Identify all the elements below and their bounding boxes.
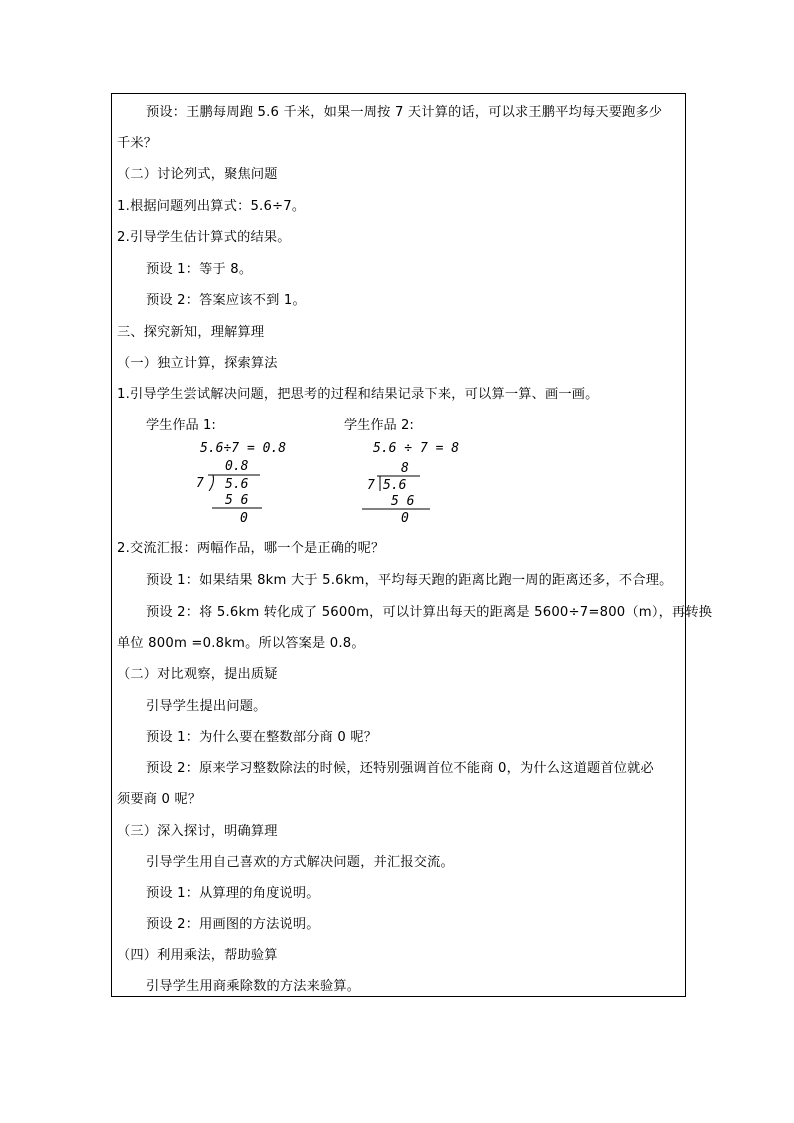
preset-text-continued: 须要商 0 呢？	[117, 792, 202, 807]
preset-text: 预设 1：如果结果 8km 大于 5.6km，平均每天跑的距离比跑一周的距离还多，不合理。	[146, 573, 673, 588]
student-work-1-remainder: 0	[240, 511, 248, 526]
student-work-1-divisor: 7	[196, 476, 204, 491]
section-heading: （二）对比观察，提出质疑	[117, 667, 278, 682]
section-heading: （四）利用乘法，帮助验算	[117, 948, 278, 963]
preset-text: 预设 2：用画图的方法说明。	[146, 917, 320, 932]
student-work-2-label: 学生作品 2:	[344, 418, 414, 433]
body-text: 引导学生用自己喜欢的方式解决问题，并汇报交流。	[146, 855, 454, 870]
preset-text-continued: 单位 800m =0.8km。所以答案是 0.8。	[117, 636, 365, 651]
student-work-1-label: 学生作品 1:	[146, 418, 216, 433]
preset-text: 预设 1：从算理的角度说明。	[146, 886, 320, 901]
section-heading: （三）深入探讨，明确算理	[117, 824, 278, 839]
preset-text: 预设 2：答案应该不到 1。	[146, 293, 306, 308]
student-work-2-remainder: 0	[401, 511, 409, 526]
student-work-1-quotient: 0.8	[225, 459, 249, 474]
student-work-2-equation: 5.6 ÷ 7 = 8	[373, 441, 460, 456]
student-work-1-dividend: 5.6	[225, 477, 249, 492]
step-text: 2.引导学生估计算式的结果。	[117, 230, 291, 245]
student-work-2-divisor: 7	[367, 478, 375, 493]
student-work-2-product: 5 6	[391, 494, 415, 509]
lesson-plan-table-cell	[111, 93, 713, 997]
preset-text: 预设：王鹏每周跑 5.6 千米，如果一周按 7 天计算的话，可以求王鹏平均每天要跑多少	[146, 105, 663, 120]
step-text: 1.引导学生尝试解决问题，把思考的过程和结果记录下来，可以算一算、画一画。	[117, 387, 599, 402]
student-work-2-quotient: 8	[401, 461, 409, 476]
student-work-1-product: 5 6	[225, 493, 249, 508]
student-work-2-dividend: 5.6	[383, 478, 407, 493]
section-heading: （二）讨论列式，聚焦问题	[117, 167, 278, 182]
student-work-1-equation: 5.6÷7 = 0.8	[200, 441, 287, 456]
section-heading: 三、探究新知，理解算理	[117, 325, 265, 340]
body-text: 引导学生提出问题。	[146, 699, 267, 714]
step-text: 2.交流汇报：两幅作品，哪一个是正确的呢？	[117, 541, 385, 556]
step-text: 1.根据问题列出算式：5.6÷7。	[117, 199, 306, 214]
body-text: 引导学生用商乘除数的方法来验算。	[146, 979, 361, 994]
preset-text: 预设 1：为什么要在整数部分商 0 呢？	[146, 730, 378, 745]
preset-text-continued: 千米？	[117, 136, 158, 151]
section-heading: （一）独立计算，探索算法	[117, 356, 278, 371]
preset-text: 预设 1：等于 8。	[146, 262, 253, 277]
preset-text: 预设 2：将 5.6km 转化成了 5600m，可以计算出每天的距离是 5600÷7=800（m），再转换	[146, 605, 713, 620]
preset-text: 预设 2：原来学习整数除法的时候，还特别强调首位不能商 0，为什么这道题首位就必	[146, 761, 654, 776]
